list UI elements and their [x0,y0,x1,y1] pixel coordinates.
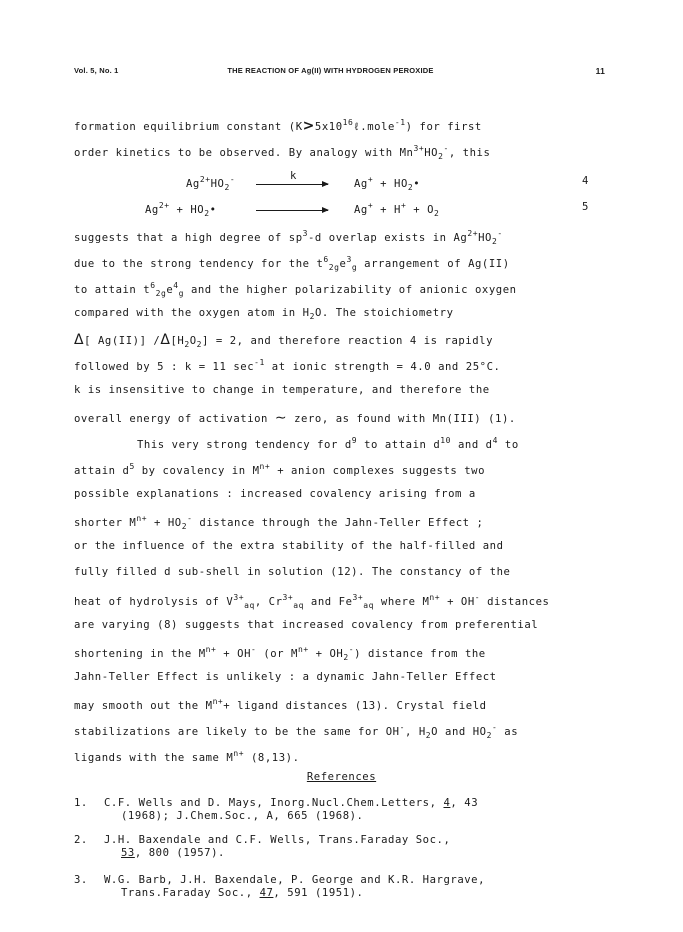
text-line-14: shorter $M^{n+} + HO_2^-$ distance through the Jahn-Teller Effect ; [74,514,484,531]
volume-label: Vol. 5, No. 1 [74,66,119,75]
eq4-rate-constant: k [290,170,297,182]
text-line-1: formation equilibrium constant $(K>5x10^{16}\ell.mole^{-1})$ for first [74,118,482,134]
text-line-23: ligands with the same $M^{n+}$ (8,13). [74,749,300,764]
text-line-20: Jahn-Teller Effect is unlikely : a dynamic Jahn-Teller Effect [74,671,497,683]
text-line-22: stabilizations are likely to be the same for OH-, $H_2O$ and $HO_2^-$ as [74,723,519,740]
text-line-3: suggests that a high degree of $sp^3-d$ overlap exists in $Ag^{2+}HO_2^-$ [74,229,503,246]
text-line-21: may smooth out the $M^{n+}+$ ligand distances (13). Crystal field [74,697,487,712]
text-line-2: order kinetics to be observed. By analogy with $Mn^{3+}HO_2^-$, this [74,144,491,161]
eq5-products: $Ag^+ + H^+ + O_2$ [354,201,440,218]
text-line-7: Δ[ Ag(II)] $/\Delta[H_2O_2] = 2$, and therefore reaction 4 is rapidly [74,332,494,349]
eq5-reactants: $Ag^{2+}$ + $HO_2•$ [145,201,217,218]
delta-symbol: Δ [74,332,85,348]
text-line-16: fully filled d sub-shell in solution (12). The constancy of the [74,566,511,578]
text-line-17: heat of hydrolysis of $V^{3+}_{aq}$, $Cr^{3+}_{aq}$ and $Fe^{3+}_{aq}$ where $M^{n+} + OH^-$ distances [74,593,550,610]
text-line-10: overall energy of activation ∼ zero, as found with Mn(III) (1). [74,410,516,426]
text-line-4: due to the strong tendency for the $t^6_{2g}e^3_g$ arrangement of Ag(II) [74,255,510,272]
references-heading: References [306,771,377,783]
eq4-number: 4 [582,175,589,187]
text-line-11: This very strong tendency for $d^9$ to attain $d^{10}$ and $d^4$ to [137,436,519,451]
text-line-18: are varying (8) suggests that increased covalency from preferential [74,619,539,631]
eq4-products: $Ag^+ + HO_2•$ [354,175,421,192]
eq5-arrow [256,210,328,211]
eq4-arrow [256,184,328,185]
page-number: 11 [595,66,605,76]
running-title: THE REACTION OF Ag(II) WITH HYDROGEN PEROXIDE [227,66,434,75]
text-line-9: k is insensitive to change in temperature, and therefore the [74,384,490,396]
text-line-19: shortening in the $M^{n+} + OH^-$ (or $M^{n+} + OH_2^-$) distance from the [74,645,486,662]
delta-symbol: Δ [160,332,171,348]
approx-symbol: ∼ [274,410,288,426]
eq4-reactants: $Ag^{2+}HO_2^-$ [186,175,236,192]
text-line-6: compared with the oxygen atom in $H_2O$. The stoichiometry [74,307,454,321]
eq5-number: 5 [582,201,589,213]
text-line-8: followed by 5 : k = 11 $\sec^{-1}$ at ionic strength = 4.0 and 25°C. [74,358,501,373]
text-line-12: attain $d^5$ by covalency in $M^{n+}$ + anion complexes suggests two [74,462,486,477]
text-line-5: to attain $t^6_{2g}e^4_g$ and the higher polarizability of anionic oxygen [74,281,517,298]
text-line-13: possible explanations : increased covalency arising from a [74,488,476,500]
text-line-15: or the influence of the extra stability of the half-filled and [74,540,504,552]
